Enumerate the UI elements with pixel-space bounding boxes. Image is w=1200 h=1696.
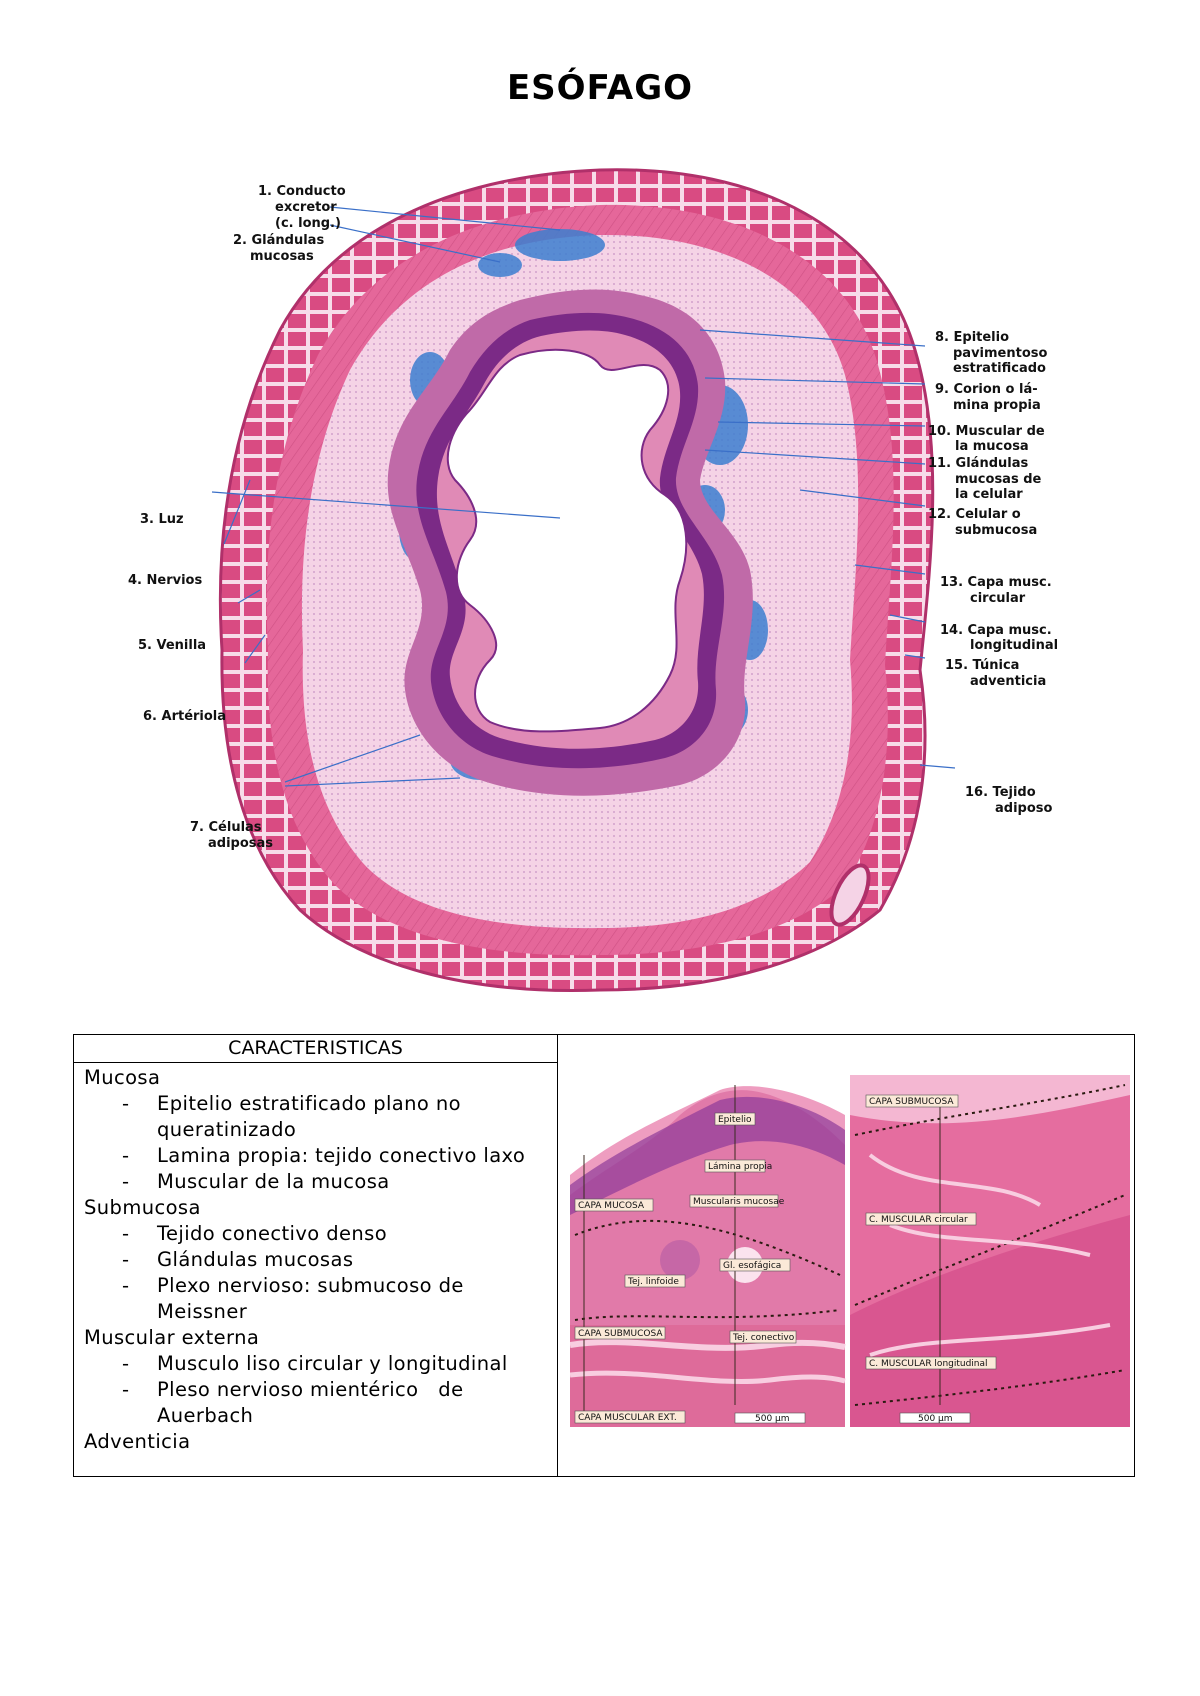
svg-text:CAPA MUCOSA: CAPA MUCOSA <box>578 1201 645 1211</box>
label-luz: 3. Luz <box>140 512 184 527</box>
label-conducto-excretor: 1. Conducto excretor (c. long.) <box>258 184 346 231</box>
section-title: Submucosa <box>84 1196 201 1219</box>
section-mucosa <box>84 1065 549 1195</box>
svg-text:CAPA SUBMUCOSA: CAPA SUBMUCOSA <box>869 1097 954 1107</box>
label-arteriola: 6. Artériola <box>143 709 227 724</box>
characteristics-column <box>74 1035 558 1476</box>
section-adventicia <box>84 1429 549 1455</box>
label-epitelio: 8. Epitelio pavimentoso estratificado <box>935 330 1048 376</box>
svg-text:Tej. linfoide: Tej. linfoide <box>628 1277 679 1287</box>
section-title: Adventicia <box>84 1430 191 1453</box>
label-celulas-adiposas: 7. Células adiposas <box>190 820 274 851</box>
esophagus-illustration <box>0 150 1200 1010</box>
list-item: - Epitelio estratificado plano no queratinizado <box>122 1092 461 1141</box>
list-item: - Tejido conectivo denso <box>122 1222 388 1245</box>
micrograph-right <box>850 1075 1130 1427</box>
section-title: Muscular externa <box>84 1326 260 1349</box>
label-glandulas-mucosas: 2. Glándulas mucosas <box>233 233 325 264</box>
list-item: - Glándulas mucosas <box>122 1248 354 1271</box>
svg-text:C. MUSCULAR longitudinal: C. MUSCULAR longitudinal <box>869 1359 988 1369</box>
section-submucosa <box>84 1195 549 1325</box>
svg-text:Lámina propia: Lámina propia <box>708 1162 773 1172</box>
svg-text:Muscularis mucosae: Muscularis mucosae <box>693 1197 785 1207</box>
svg-text:Tej. conectivo: Tej. conectivo <box>733 1333 795 1343</box>
svg-text:CAPA SUBMUCOSA: CAPA SUBMUCOSA <box>578 1329 663 1339</box>
svg-text:CAPA MUSCULAR EXT.: CAPA MUSCULAR EXT. <box>578 1413 677 1423</box>
label-submucosa: 12. Celular o submucosa <box>928 507 1038 538</box>
section-muscular-externa <box>84 1325 549 1429</box>
label-nervios: 4. Nervios <box>128 573 203 588</box>
label-tejido-adiposo: 16. Tejido adiposo <box>965 785 1053 816</box>
svg-text:Gl. esofágica: Gl. esofágica <box>723 1261 782 1271</box>
label-capa-circular: 13. Capa musc. circular <box>940 575 1052 606</box>
label-capa-longitudinal: 14. Capa musc. longitudinal <box>940 623 1059 653</box>
label-venilla: 5. Venilla <box>138 638 207 653</box>
lumen <box>448 350 686 732</box>
micrograph-left <box>570 1075 845 1427</box>
micrograph-column <box>558 1035 1134 1476</box>
label-muscular-mucosa: 10. Muscular de la mucosa <box>928 424 1045 454</box>
characteristics-list <box>74 1063 557 1455</box>
list-item: - Plexo nervioso: submucoso de Meissner <box>122 1274 464 1323</box>
list-item: - Musculo liso circular y longitudinal <box>122 1352 508 1375</box>
label-tunica-adventicia: 15. Túnica adventicia <box>945 658 1047 689</box>
section-title: Mucosa <box>84 1066 161 1089</box>
svg-text:500 µm: 500 µm <box>755 1414 790 1424</box>
svg-text:C. MUSCULAR circular: C. MUSCULAR circular <box>869 1215 968 1225</box>
table-header: CARACTERISTICAS <box>74 1035 557 1063</box>
esophagus-diagram <box>0 150 1200 1010</box>
characteristics-table <box>73 1034 1135 1477</box>
svg-text:500 µm: 500 µm <box>918 1414 953 1424</box>
label-corion: 9. Corion o lá- mina propia <box>935 382 1041 413</box>
list-item: - Muscular de la mucosa <box>122 1170 390 1193</box>
label-glandulas-celular: 11. Glándulas mucosas de la celular <box>928 456 1042 502</box>
list-item: - Pleso nervioso mientérico de Auerbach <box>122 1378 471 1427</box>
page-title: ESÓFAGO <box>506 68 694 108</box>
list-item: - Lamina propia: tejido conectivo laxo <box>122 1144 526 1167</box>
micrograph-image <box>570 1075 1130 1427</box>
svg-text:Epitelio: Epitelio <box>718 1115 752 1125</box>
